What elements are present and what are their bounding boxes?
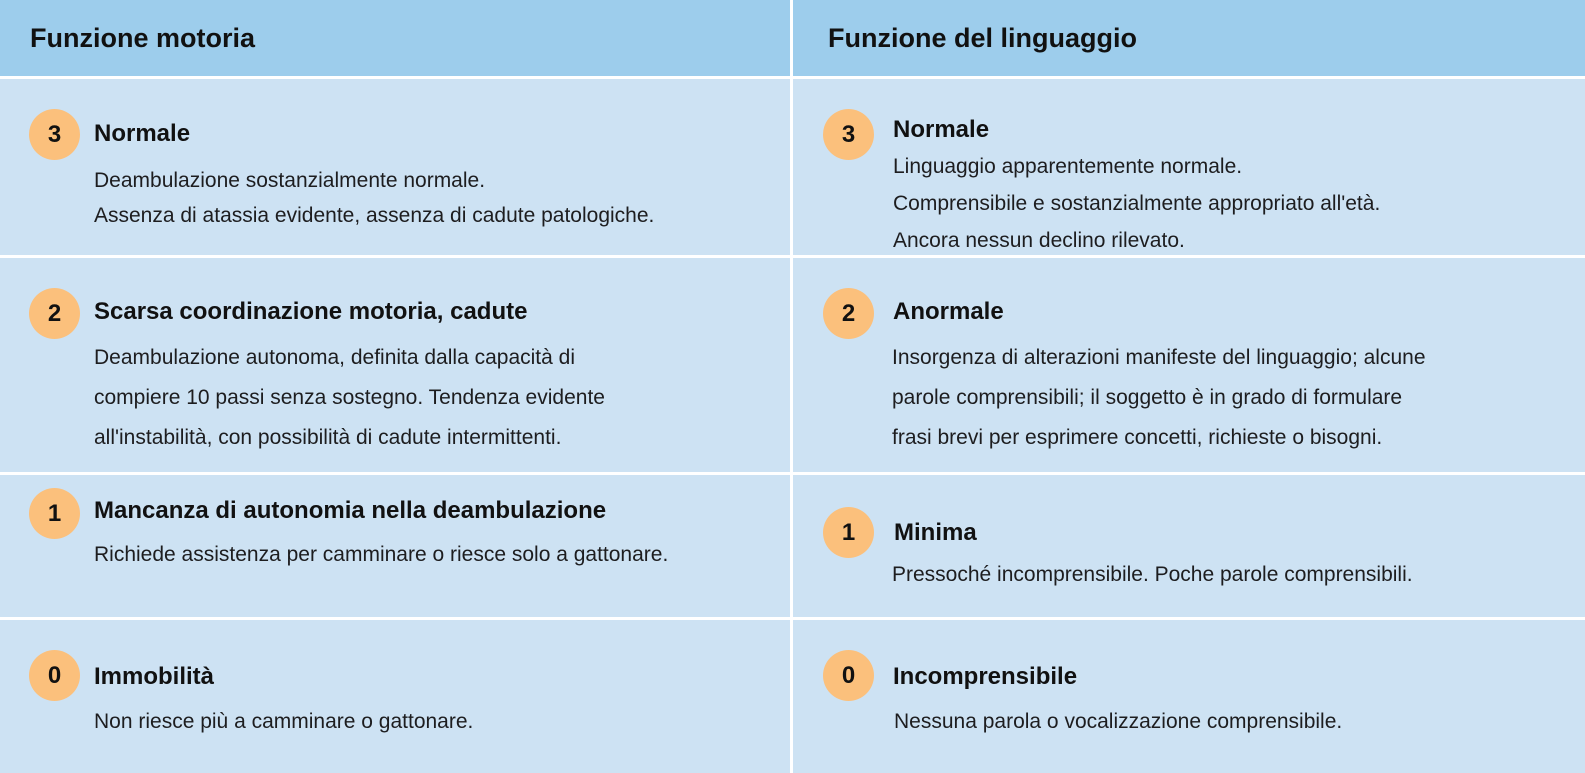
description-line: Insorgenza di alterazioni manifeste del linguaggio; alcune xyxy=(892,346,1426,369)
description-line: Non riesce più a camminare o gattonare. xyxy=(94,710,474,733)
description-line: Deambulazione sostanzialmente normale. xyxy=(94,169,486,192)
score-title: Incomprensibile xyxy=(893,663,1078,690)
score-description xyxy=(94,537,668,573)
language-cell-score-2 xyxy=(793,258,1585,472)
header-motor xyxy=(0,0,790,76)
description-line: all'instabilità, con possibilità di cadute intermittenti. xyxy=(94,426,562,449)
score-title: Scarsa coordinazione motoria, cadute xyxy=(94,298,528,325)
description-line: Pressoché incomprensibile. Poche parole comprensibili. xyxy=(892,563,1413,586)
score-badge: 2 xyxy=(29,288,80,339)
score-title: Anormale xyxy=(893,298,1004,325)
header-language-label: Funzione del linguaggio xyxy=(828,22,1137,53)
score-description xyxy=(94,338,605,458)
score-badge: 1 xyxy=(823,507,874,558)
score-description xyxy=(893,148,1380,259)
description-line: parole comprensibili; il soggetto è in grado di formulare xyxy=(892,386,1403,409)
score-title: Minima xyxy=(894,519,977,546)
score-title: Immobilità xyxy=(94,663,215,690)
score-badge: 2 xyxy=(823,288,874,339)
language-cell-score-0 xyxy=(793,620,1585,773)
language-cell-score-3 xyxy=(793,79,1585,255)
header-motor-label: Funzione motoria xyxy=(30,22,255,53)
score-description xyxy=(892,338,1426,458)
description-line: compiere 10 passi senza sostegno. Tendenza evidente xyxy=(94,386,605,409)
description-line: Assenza di atassia evidente, assenza di cadute patologiche. xyxy=(94,204,655,227)
description-line: Linguaggio apparentemente normale. xyxy=(893,155,1243,178)
motor-cell-score-0 xyxy=(0,620,790,773)
score-description xyxy=(94,163,654,233)
score-title: Normale xyxy=(94,120,191,147)
description-line: Nessuna parola o vocalizzazione comprensibile. xyxy=(894,710,1343,733)
score-title: Normale xyxy=(893,116,990,143)
score-description xyxy=(892,557,1413,593)
description-line: frasi brevi per esprimere concetti, richieste o bisogni. xyxy=(892,426,1383,449)
language-cell-score-1 xyxy=(793,475,1585,617)
score-title: Mancanza di autonomia nella deambulazione xyxy=(94,497,607,524)
score-description xyxy=(94,704,473,740)
description-line: Ancora nessun declino rilevato. xyxy=(893,229,1185,252)
description-line: Richiede assistenza per camminare o riesce solo a gattonare. xyxy=(94,543,669,566)
header-language xyxy=(793,0,1585,76)
score-badge: 0 xyxy=(823,650,874,701)
score-description xyxy=(894,704,1342,740)
motor-cell-score-3 xyxy=(0,79,790,255)
motor-cell-score-1 xyxy=(0,475,790,617)
score-badge: 3 xyxy=(29,109,80,160)
description-line: Comprensibile e sostanzialmente appropriato all'età. xyxy=(893,192,1381,215)
score-badge: 0 xyxy=(29,650,80,701)
score-badge: 3 xyxy=(823,109,874,160)
description-line: Deambulazione autonoma, definita dalla capacità di xyxy=(94,346,575,369)
motor-cell-score-2 xyxy=(0,258,790,472)
score-badge: 1 xyxy=(29,488,80,539)
